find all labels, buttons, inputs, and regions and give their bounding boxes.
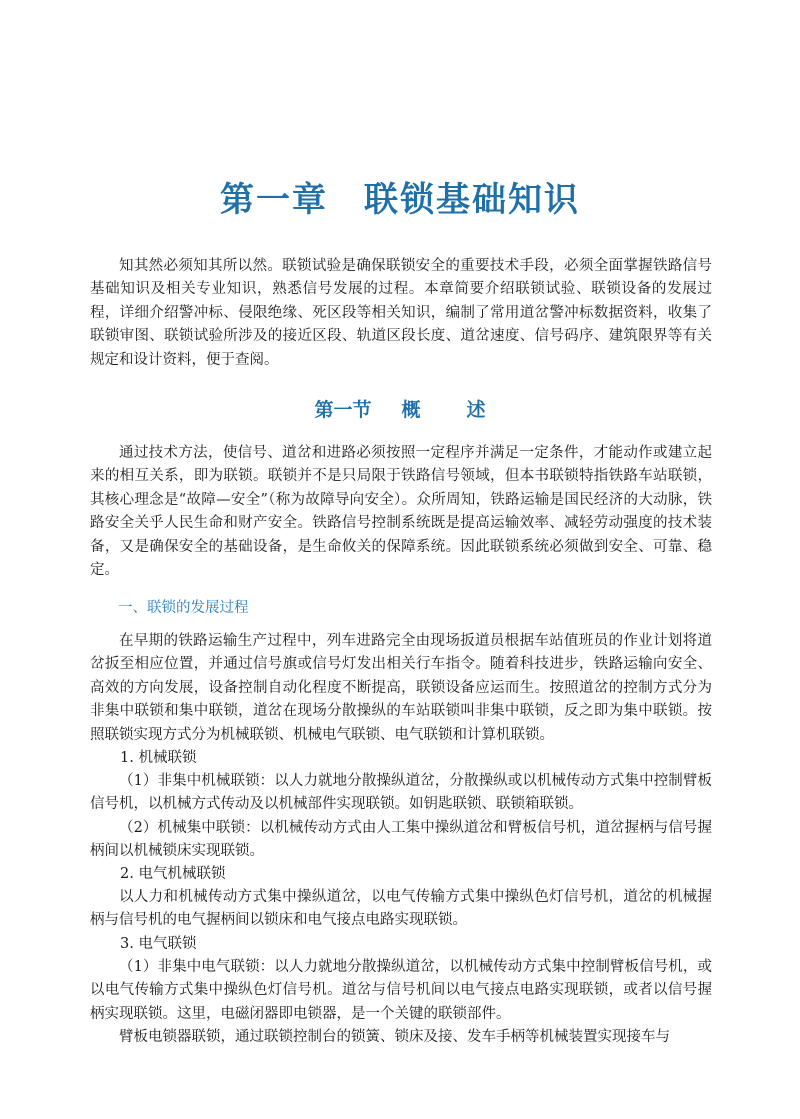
elecmech-item-1: 以人力和机械传动方式集中操纵道岔，以电气传输方式集中操纵色灯信号机，道岔的机械握柄与信号机的电气握柄间以锁床和电气接点电路实现联锁。 xyxy=(90,889,712,929)
mech-title: 1. 机械联锁 xyxy=(120,750,197,766)
mech-item-1: （1）非集中机械联锁：以人力就地分散操纵道岔，分散操纵或以机械传动方式集中控制臂板信号机，以机械方式传动及以机械部件实现联锁。如钥匙联锁、联锁箱联锁。 xyxy=(90,773,712,813)
section-title xyxy=(0,395,800,422)
chapter-title xyxy=(0,172,800,221)
elec-item-1: （1）非集中电气联锁：以人力就地分散操纵道岔，以机械传动方式集中控制臂板信号机，或以电气传输方式集中操纵色灯信号机。道岔与信号机间以电气接点电路实现联锁，或者以信号握柄实现联锁。这里，电磁闭器即电锁器，是一个关键的联锁部件。 xyxy=(90,959,712,1022)
elec-title: 3. 电气联锁 xyxy=(120,936,197,952)
development-paragraph: 在早期的铁路运输生产过程中，列车进路完全由现场扳道员根据车站值班员的作业计划将道岔扳至相应位置，并通过信号旗或信号灯发出相关行车指令。随着科技进步，铁路运输向安全、高效的方向发展，设备控制自动化程度不断提高，联锁设备应运而生。按照道岔的控制方式分为非集中联锁和集中联锁，道岔在现场分散操纵的车站联锁叫非集中联锁，反之即为集中联锁。按照联锁实现方式分为机械联锁、机械电气联锁、电气联锁和计算机联锁。 xyxy=(90,633,712,743)
section-paragraph: 通过技术方法，使信号、道岔和进路必须按照一定程序并满足一定条件，才能动作或建立起来的相互关系，即为联锁。联锁并不是只局限于铁路信号领域，但本书联锁特指铁路车站联锁，其核心理念是“故障—安全”（称为故障导向安全）。众所周知，铁路运输是国民经济的大动脉，铁路安全关乎人民生命和财产安全。铁路信号控制系统既是提高运输效率、减轻劳动强度的技术装备，又是确保安全的基础设备，是生命攸关的保障系统。因此联锁系统必须做到安全、可靠、稳定。 xyxy=(90,445,712,579)
intro-paragraph: 知其然必须知其所以然。联锁试验是确保联锁安全的重要技术手段，必须全面掌握铁路信号基础知识及相关专业知识，熟悉信号发展的过程。本章简要介绍联锁试验、联锁设备的发展过程，详细介绍警冲标、侵限绝缘、死区段等相关知识，编制了常用道岔警冲标数据资料，收集了联锁审图、联锁试验所涉及的接近区段、轨道区段长度、道岔速度、信号码序、建筑限界等有关规定和设计资料，便于查阅。 xyxy=(90,258,712,368)
subsection-heading: 一、联锁的发展过程 xyxy=(118,600,249,616)
chapter-name: 联锁基础知识 xyxy=(364,180,580,220)
section-name-a: 概 xyxy=(401,399,421,421)
mech-item-2: （2）机械集中联锁：以机械传动方式由人工集中操纵道岔和臂板信号机，道岔握柄与信号握柄间以机械锁床实现联锁。 xyxy=(90,820,712,860)
section-name-b: 述 xyxy=(466,399,486,421)
elecmech-title: 2. 电气机械联锁 xyxy=(120,866,226,882)
elec-item-2: 臂板电锁器联锁，通过联锁控制台的锁簧、锁床及接、发车手柄等机械装置实现接车与 xyxy=(119,1029,670,1045)
chapter-number: 第一章 xyxy=(220,180,328,220)
section-number: 第一节 xyxy=(314,399,372,421)
